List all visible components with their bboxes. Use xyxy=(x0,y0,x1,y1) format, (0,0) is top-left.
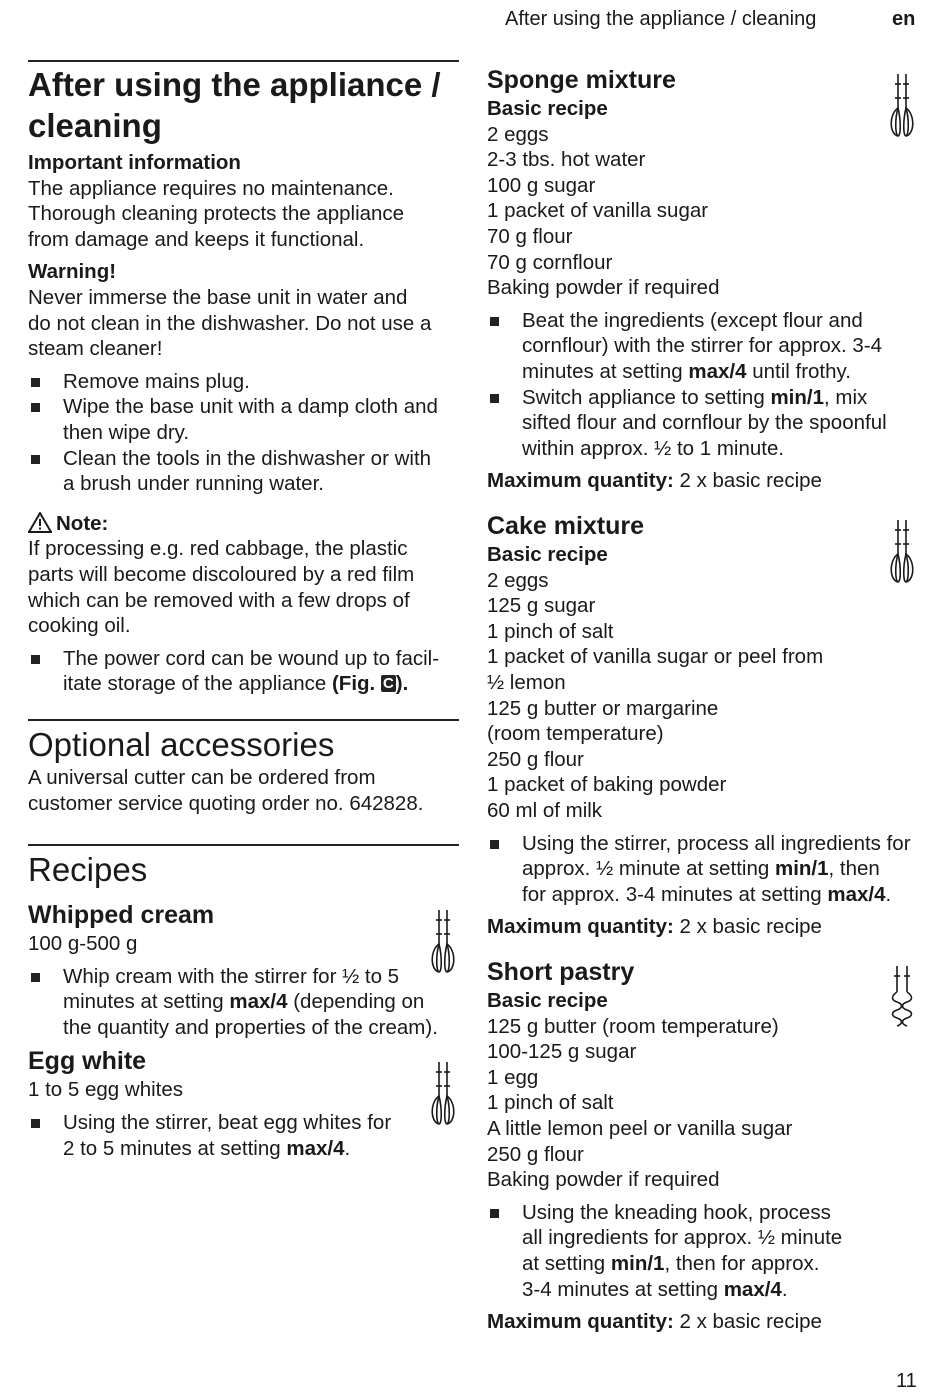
cleaning-section xyxy=(28,64,460,697)
section-rule xyxy=(28,844,459,846)
square-bullet-icon xyxy=(31,455,40,464)
stirrer-icon xyxy=(428,1060,458,1128)
important-text: The appliance requires no maintenance. Thorough cleaning protects the appliance from damage and keeps it functional. xyxy=(28,176,405,251)
section-rule xyxy=(28,719,459,721)
basic-recipe-label: Basic recipe xyxy=(487,97,608,120)
maximum-quantity: Maximum quantity: 2 x basic recipe xyxy=(487,915,822,939)
square-bullet-icon xyxy=(31,655,40,664)
title-line: After using the appliance / xyxy=(28,66,441,103)
ingredient-list: 2 eggs 125 g sugar 1 pinch of salt 1 packet of vanilla sugar or peel from ½ lemon 125 g butter or margarine (room temperature) 250 g flour 1 packet of baking powder 60 ml of milk xyxy=(487,568,824,822)
list-item: Using the kneading hook, process all ingredients for approx. ½ minute at setting min/1, then for approx. 3-4 minutes at setting max/4. xyxy=(487,1200,927,1302)
list-item: Wipe the base unit with a damp cloth and then wipe dry. xyxy=(28,394,460,445)
whipped-cream-quantity: 100 g-500 g xyxy=(28,932,138,955)
stirrer-icon xyxy=(887,518,917,586)
short-pastry-section xyxy=(487,957,927,1335)
ingredient-list: 125 g butter (room temperature) 100-125 g sugar 1 egg 1 pinch of salt A little lemon peel or vanilla sugar 250 g flour Baking powder if required xyxy=(487,1014,793,1192)
cleaning-steps xyxy=(28,369,460,497)
pastry-steps xyxy=(487,1200,927,1302)
stirrer-icon xyxy=(428,908,458,976)
whipped-cream-steps xyxy=(28,964,460,1041)
whipped-cream-title: Whipped cream xyxy=(28,901,215,929)
square-bullet-icon xyxy=(31,973,40,982)
warning-triangle-icon xyxy=(28,512,52,533)
note-heading: Note: xyxy=(28,511,460,537)
recipes-title: Recipes xyxy=(28,851,148,888)
cleaning-title xyxy=(28,64,460,146)
cake-mixture-section xyxy=(487,511,927,940)
running-header-title: After using the appliance / cleaning xyxy=(505,8,817,30)
egg-white-steps xyxy=(28,1110,460,1161)
list-item: Beat the ingredients (except flour and cornflour) with the stirrer for approx. 3-4 minutes at setting max/4 until frothy. xyxy=(487,308,927,385)
sponge-steps xyxy=(487,308,927,462)
egg-white-quantity: 1 to 5 egg whites xyxy=(28,1078,183,1102)
square-bullet-icon xyxy=(31,378,40,387)
list-item: Using the stirrer, beat egg whites for 2 to 5 minutes at setting max/4. xyxy=(28,1110,460,1161)
list-item: Remove mains plug. xyxy=(28,369,460,395)
accessories-text: A universal cutter can be ordered from customer service quoting order no. 642828. xyxy=(28,766,424,815)
maximum-quantity: Maximum quantity: 2 x basic recipe xyxy=(487,1310,822,1334)
important-label: Important information xyxy=(28,151,241,174)
language-code: en xyxy=(892,8,916,30)
square-bullet-icon xyxy=(490,840,499,849)
basic-recipe-label: Basic recipe xyxy=(487,543,608,566)
short-pastry-title: Short pastry xyxy=(487,958,635,986)
figure-reference-badge: C xyxy=(382,675,394,693)
accessories-section xyxy=(28,724,460,816)
egg-white-title: Egg white xyxy=(28,1047,147,1076)
square-bullet-icon xyxy=(490,394,499,403)
cake-steps xyxy=(487,831,927,908)
square-bullet-icon xyxy=(490,1209,499,1218)
list-item: Using the stirrer, process all ingredients for approx. ½ minute at setting min/1, then for approx. 3-4 minutes at setting max/4. xyxy=(487,831,927,908)
list-item: Whip cream with the stirrer for ½ to 5 minutes at setting max/4 (depending on the quantity and properties of the cream). xyxy=(28,964,460,1041)
title-line: cleaning xyxy=(28,107,162,144)
maximum-quantity: Maximum quantity: 2 x basic recipe xyxy=(487,469,822,493)
stirrer-icon xyxy=(887,72,917,140)
note-text: If processing e.g. red cabbage, the plastic parts will become discoloured by a red film which can be removed with a few drops of cooking oil. xyxy=(28,537,415,638)
basic-recipe-label: Basic recipe xyxy=(487,989,608,1012)
sponge-mixture-section xyxy=(487,65,927,494)
ingredient-list: 2 eggs 2-3 tbs. hot water 100 g sugar 1 packet of vanilla sugar 70 g flour 70 g cornflour Baking powder if required xyxy=(487,122,720,300)
square-bullet-icon xyxy=(31,1119,40,1128)
list-item: Clean the tools in the dishwasher or with a brush under running water. xyxy=(28,446,460,497)
sponge-mixture-title: Sponge mixture xyxy=(487,66,676,94)
cord-list xyxy=(28,646,460,697)
warning-text: Never immerse the base unit in water and do not clean in the dishwasher. Do not use a steam cleaner! xyxy=(28,285,432,361)
accessories-title: Optional accessories xyxy=(28,726,335,763)
list-item: Switch appliance to setting min/1, mix sifted flour and cornflour by the spoonful within approx. ½ to 1 minute. xyxy=(487,385,927,462)
square-bullet-icon xyxy=(490,317,499,326)
square-bullet-icon xyxy=(31,403,40,412)
recipes-section xyxy=(28,849,460,1161)
list-item: The power cord can be wound up to facil- itate storage of the appliance (Fig. C). xyxy=(28,646,460,697)
cake-mixture-title: Cake mixture xyxy=(487,512,645,540)
warning-label: Warning! xyxy=(28,260,117,284)
page-number: 11 xyxy=(896,1370,917,1392)
kneading-hook-icon xyxy=(887,964,917,1032)
section-rule xyxy=(28,60,459,62)
